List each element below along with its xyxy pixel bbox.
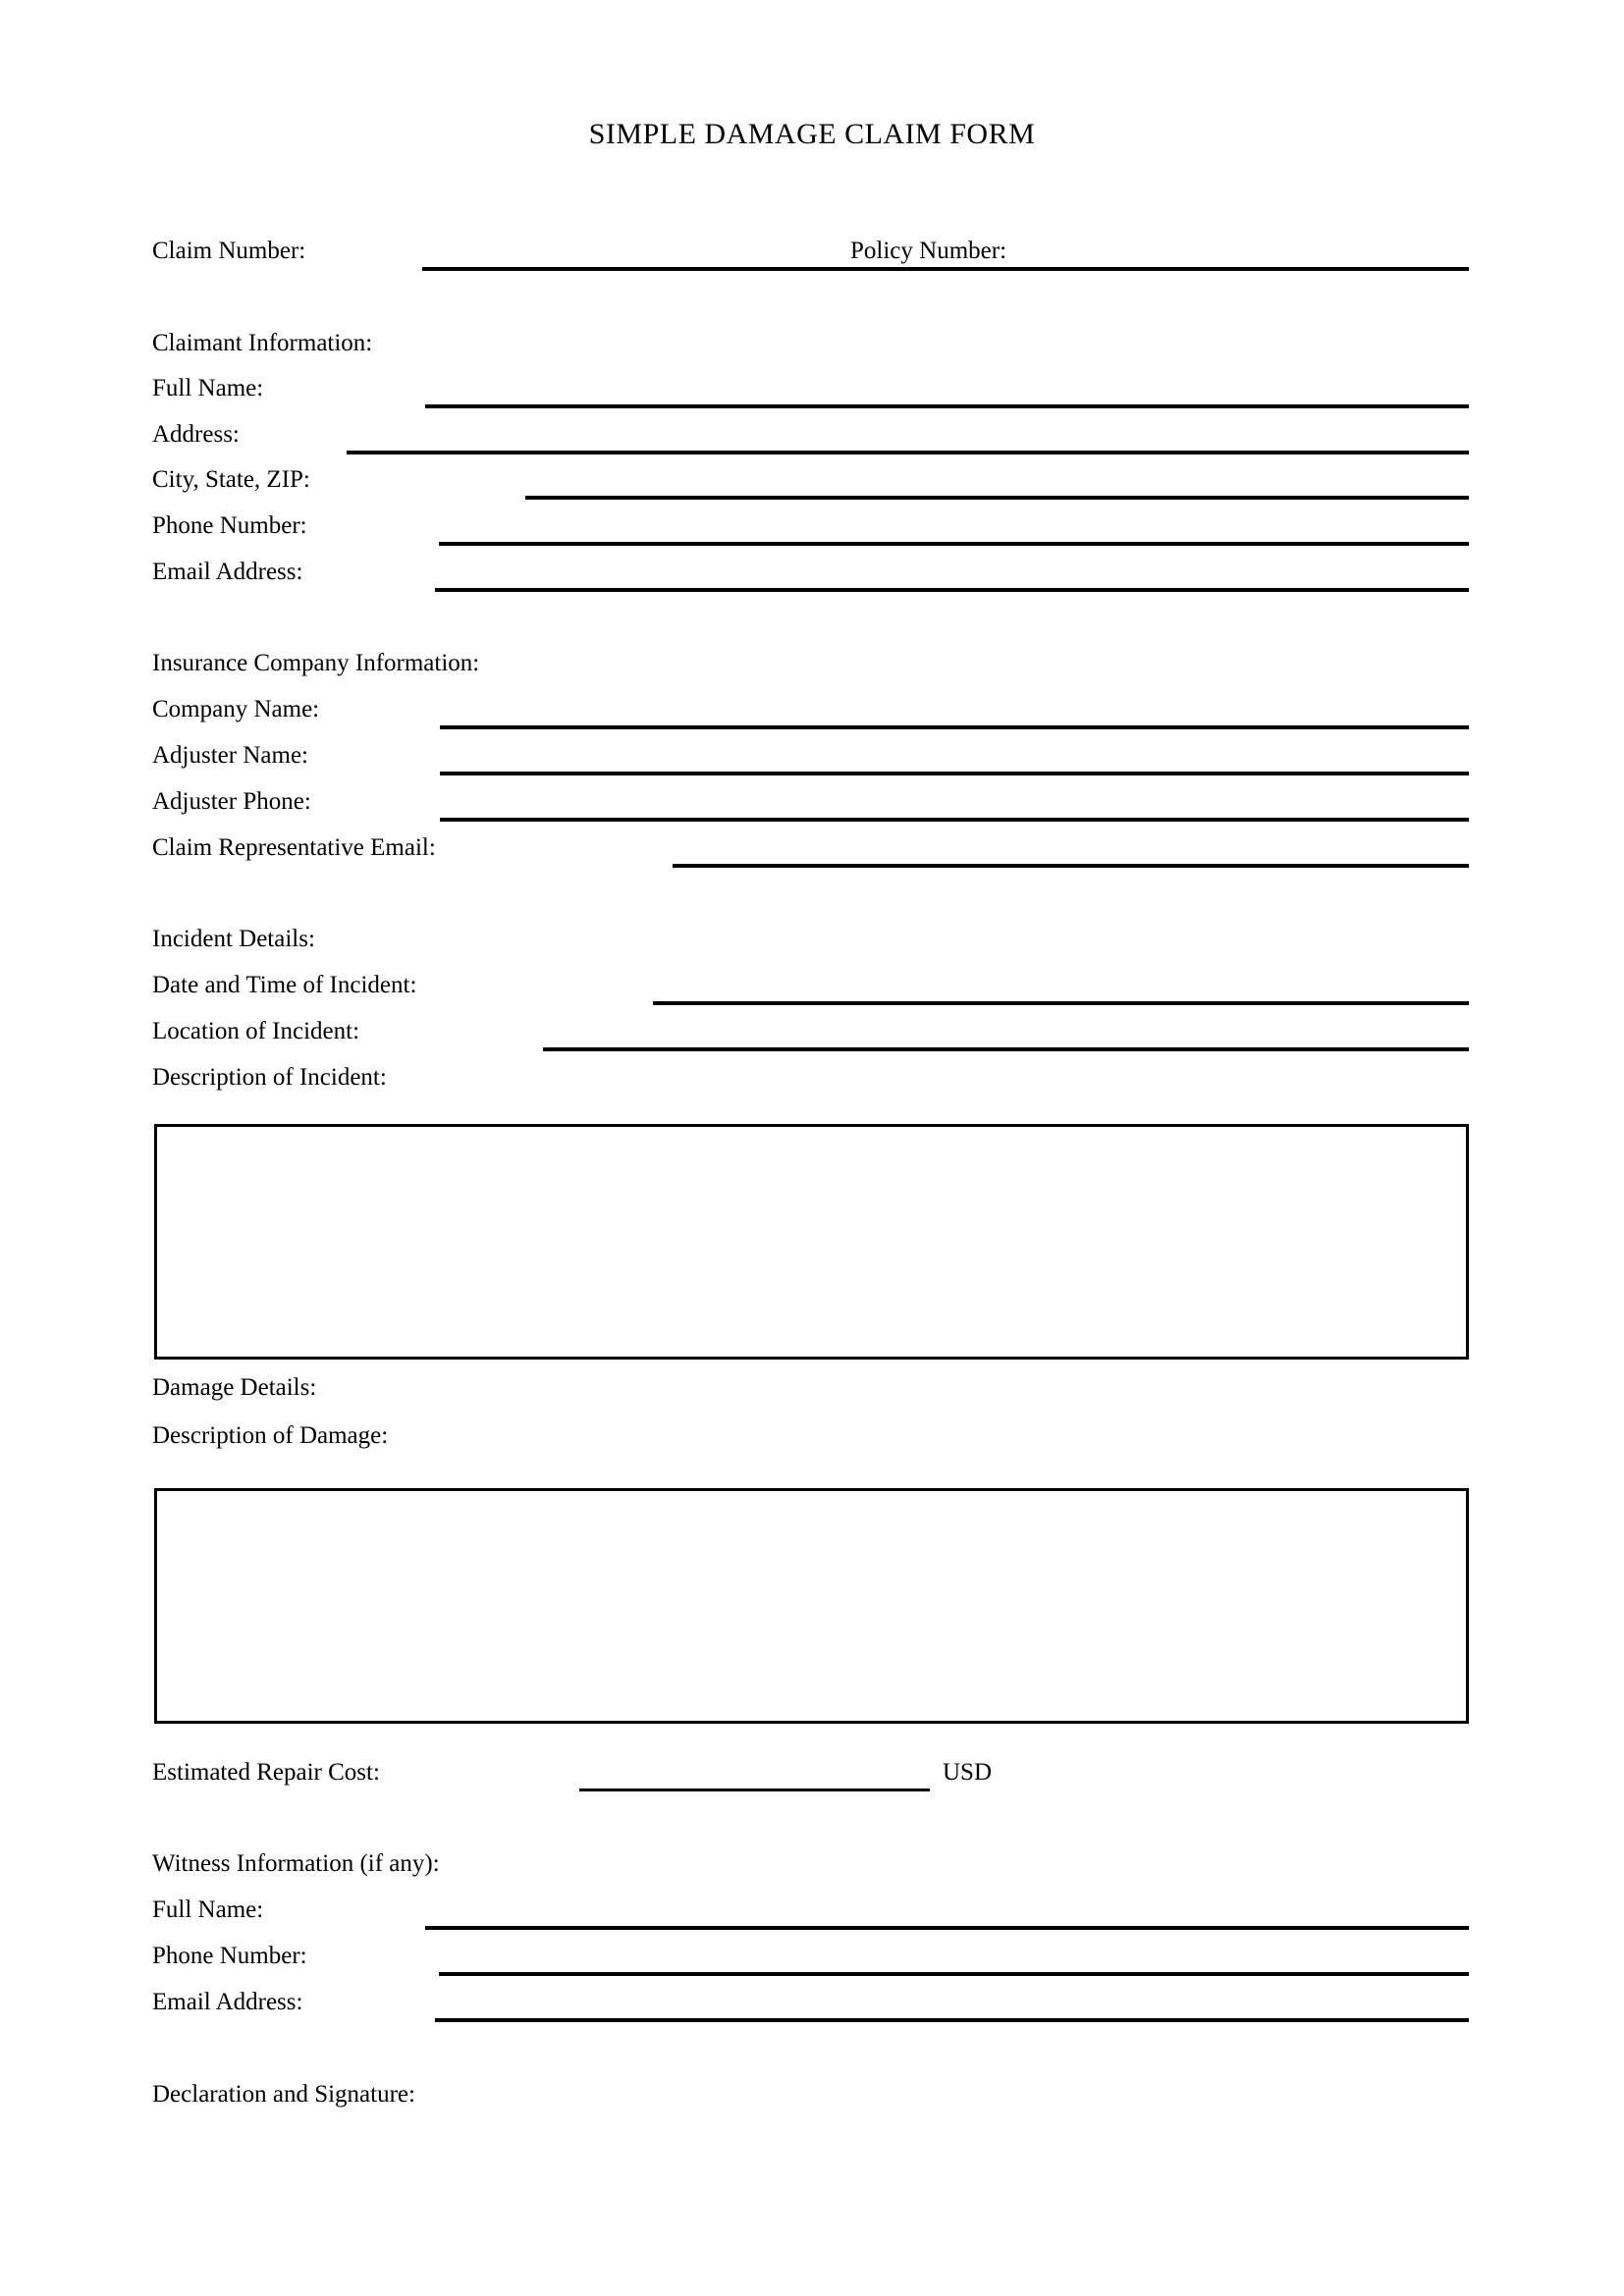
witness-phone-number-label: Phone Number: (152, 1943, 307, 1969)
incident-description-textarea[interactable] (154, 1124, 1469, 1360)
damage-details-heading: Damage Details: (152, 1374, 317, 1401)
witness-full-name-input-line[interactable] (425, 1926, 1469, 1930)
claimant-phone-number-input-line[interactable] (439, 542, 1469, 546)
incident-location-label: Location of Incident: (152, 1018, 360, 1044)
policy-number-label: Policy Number: (850, 238, 1007, 264)
claimant-information-heading: Claimant Information: (152, 330, 373, 356)
incident-date-time-input-line[interactable] (653, 1001, 1469, 1005)
claim-number-label: Claim Number: (152, 238, 306, 264)
insurance-company-name-input-line[interactable] (440, 725, 1469, 729)
witness-email-address-input-line[interactable] (435, 2018, 1469, 2022)
claim-representative-email-label: Claim Representative Email: (152, 834, 436, 861)
adjuster-phone-label: Adjuster Phone: (152, 788, 311, 815)
adjuster-name-label: Adjuster Name: (152, 742, 308, 769)
damage-description-label: Description of Damage: (152, 1422, 389, 1449)
claim-policy-number-input-line[interactable] (422, 267, 1469, 271)
damage-description-textarea[interactable] (154, 1488, 1469, 1724)
claimant-email-address-label: Email Address: (152, 559, 303, 585)
adjuster-phone-input-line[interactable] (440, 818, 1469, 822)
estimated-repair-cost-currency-label: USD (943, 1759, 993, 1786)
adjuster-name-input-line[interactable] (440, 772, 1469, 775)
claim-representative-email-input-line[interactable] (673, 864, 1469, 868)
insurance-company-name-label: Company Name: (152, 696, 320, 722)
claimant-full-name-label: Full Name: (152, 375, 264, 401)
claimant-address-input-line[interactable] (347, 451, 1469, 454)
claimant-phone-number-label: Phone Number: (152, 512, 307, 539)
claimant-city-state-zip-label: City, State, ZIP: (152, 466, 310, 493)
incident-details-heading: Incident Details: (152, 926, 315, 952)
claimant-email-address-input-line[interactable] (435, 588, 1469, 592)
incident-location-input-line[interactable] (543, 1047, 1469, 1051)
witness-full-name-label: Full Name: (152, 1896, 264, 1923)
claimant-address-label: Address: (152, 421, 240, 448)
estimated-repair-cost-label: Estimated Repair Cost: (152, 1759, 380, 1786)
witness-email-address-label: Email Address: (152, 1989, 303, 2015)
witness-phone-number-input-line[interactable] (439, 1972, 1469, 1976)
witness-information-heading: Witness Information (if any): (152, 1850, 440, 1877)
declaration-and-signature-heading: Declaration and Signature: (152, 2081, 415, 2108)
insurance-company-information-heading: Insurance Company Information: (152, 650, 480, 676)
incident-description-label: Description of Incident: (152, 1064, 387, 1091)
page-title: SIMPLE DAMAGE CLAIM FORM (588, 118, 1036, 150)
claimant-city-state-zip-input-line[interactable] (525, 496, 1469, 500)
estimated-repair-cost-input-line[interactable] (579, 1789, 930, 1791)
incident-date-time-label: Date and Time of Incident: (152, 972, 417, 998)
claimant-full-name-input-line[interactable] (425, 404, 1469, 408)
